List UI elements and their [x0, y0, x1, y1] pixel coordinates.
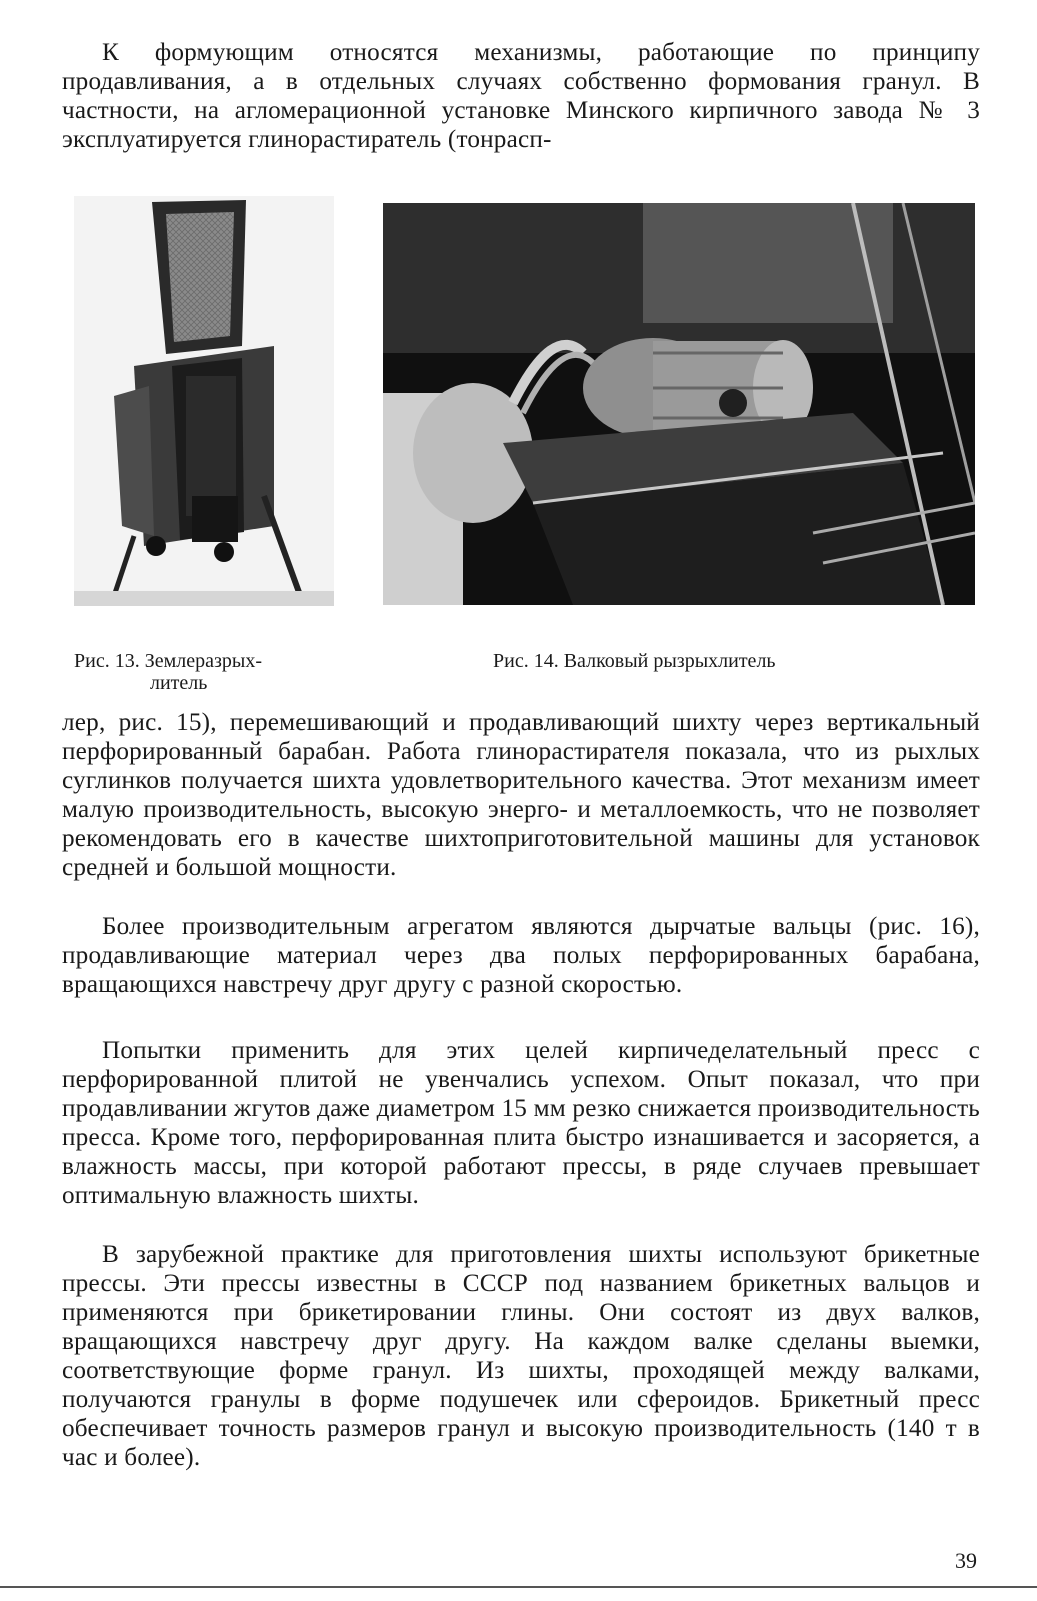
- roller-loosener-photo: [383, 203, 975, 605]
- paragraph-perforated-rolls: Более производительным агрегатом являются дырчатые вальцы (рис. 16), продавливающие материал через два полых перфорированных барабана, вращающихся навстречу друг другу с разной скоростью.: [62, 913, 980, 998]
- figure-13-image: [74, 196, 334, 606]
- figure-13-caption-line2: литель: [150, 672, 208, 694]
- figure-13-caption: [74, 650, 364, 694]
- paragraph-press-attempts: Попытки применить для этих целей кирпичеделательный пресс с перфорированной плитой не увенчались успехом. Опыт показал, что при продавливании жгутов даже диаметром 15 мм резко снижается производительность пресса. Кроме того, перфорированная плита быстро изнашивается и засоряется, а влажность массы, при которой работают прессы, в ряде случаев превышает оптимальную влажность шихты.: [62, 1037, 980, 1209]
- figure-13-caption-line1: Рис. 13. Землеразрых-: [74, 650, 262, 672]
- paragraph-continuation: лер, рис. 15), перемешивающий и продавливающий шихту через вертикальный перфорированный барабан. Работа глинорастирателя показала, что из рыхлых суглинков получается шихта удовлетворительного качества. Этот механизм имеет малую производительность, высокую энерго- и металлоемкость, что не позволяет рекомендовать его в качестве шихтоприготовительной машины для установок средней и большой мощности.: [62, 709, 980, 881]
- page-bottom-rule: [0, 1586, 1037, 1588]
- paragraph-foreign-practice: В зарубежной практике для приготовления шихты используют брикетные прессы. Эти прессы известны в СССР под названием брикетных вальцов и применяются при брикетировании глины. Они состоят из двух валков, вращающихся навстречу друг другу. На каждом валке сделаны выемки, соответствующие форме гранул. Из шихты, проходящей между валками, получаются гранулы в форме подушечек или сфероидов. Брикетный пресс обеспечивает точность размеров гранул и высокую производительность (140 т в час и более).: [62, 1241, 980, 1471]
- figure-14-caption: Рис. 14. Валковый рызрыхлитель: [493, 650, 776, 672]
- page-number: 39: [955, 1548, 977, 1573]
- soil-loosener-photo: [74, 196, 334, 606]
- figure-14-image: [383, 203, 975, 605]
- paragraph-intro: К формующим относятся механизмы, работающие по принципу продавливания, а в отдельных случаях собственно формования гранул. В частности, на агломерационной установке Минского кирпичного завода № 3 эксплуатируется глинорастиратель (тонрасп-: [62, 39, 980, 153]
